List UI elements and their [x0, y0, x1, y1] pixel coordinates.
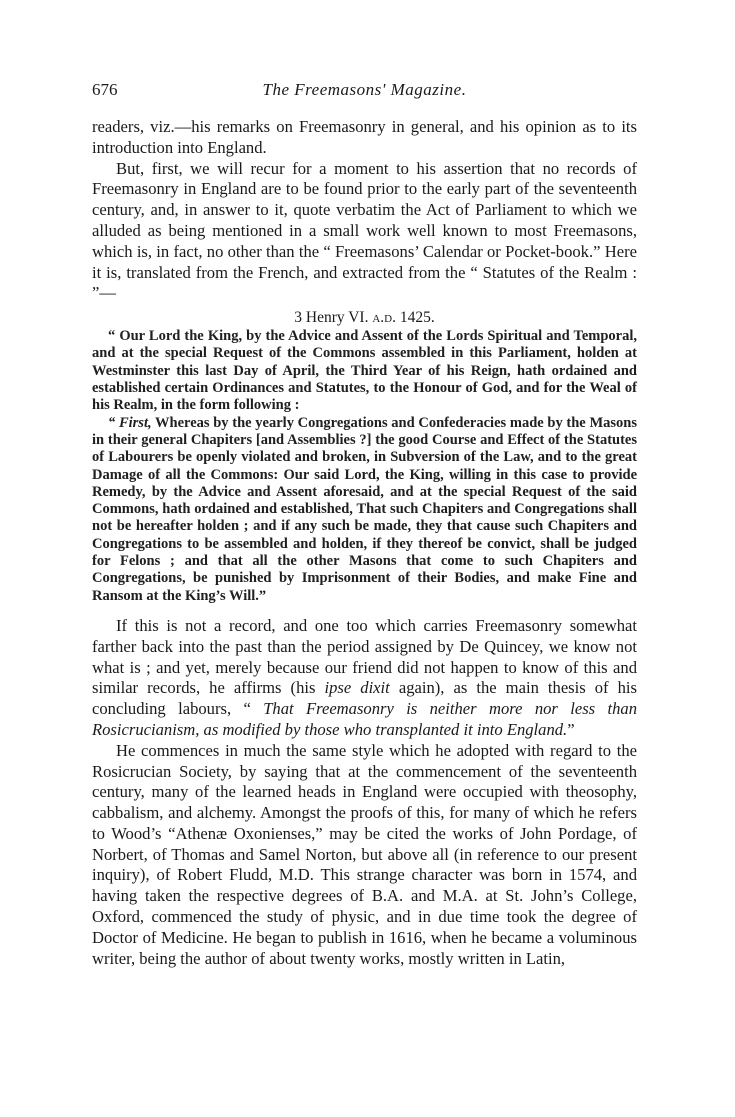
paragraph-3-ipse-dixit: ipse dixit	[324, 678, 390, 698]
paragraph-3-part-a: If this is not a record, and one too which carries Freemasonry somewhat farther back into the past than the period assigned by De Quincey, we know not what is ; and yet, merely because our friend did not happen to know of this and similar records, he affirms (his	[92, 615, 637, 698]
article-body	[92, 117, 637, 969]
statute-quote-preamble: “ Our Lord the King, by the Advice and Assent of the Lords Spiritual and Temporal, and at the special Request of the Commons assembled in this Parliament, holden at Westminster this last Day of April, the Third Year of his Reign, hath ordained and established certain Ordinances and Statutes, to the Honour of God, and for the Weal of his Realm, in the form following :	[92, 328, 637, 414]
statute-quote-first	[92, 415, 637, 605]
running-title: The Freemasons' Magazine.	[262, 80, 467, 99]
paragraph-3-part-b: again), as the main thesis of his concluding labours, “	[92, 678, 637, 719]
paragraph-3-part-c: ”	[567, 719, 575, 739]
paragraph-3	[92, 616, 637, 741]
paragraph-3-thesis-quote: That Freemasonry is neither more nor less than Rosicrucianism, as modified by those who transplanted it into England.	[92, 699, 637, 739]
statute-heading	[92, 309, 637, 327]
section-gap	[92, 605, 637, 616]
statute-title-year: 1425.	[395, 309, 435, 327]
statute-title-reign: 3 Henry VI.	[294, 309, 373, 327]
paragraph-4: He commences in much the same style which he adopted with regard to the Rosicrucian Society, by saying that at the commencement of the seventeenth century, many of the learned heads in England were occupied with theosophy, cabbalism, and alchemy. Amongst the proofs of this, for many of which he refers to Wood’s “Athenæ Oxonienses,” may be cited the works of John Pordage, of Norbert, of Thomas and Samel Norton, but above all (in reference to our present inquiry), of Robert Fludd, M.D. This strange character was born in 1574, and having taken the respective degrees of B.A. and M.A. at St. John’s College, Oxford, commenced the study of physic, and in due time took the degree of Doctor of Medicine. He began to publish in 1616, when he became a voluminous writer, being the author of about twenty works, mostly written in Latin,	[92, 740, 637, 968]
paragraph-1: readers, viz.—his remarks on Freemasonry in general, and his opinion as to its introduction into England.	[92, 117, 637, 157]
paragraph-2: But, first, we will recur for a moment to his assertion that no records of Freemasonry in England are to be found prior to the early part of the seventeenth century, and, in answer to it, quote verbatim the Act of Parliament to which we alluded as being mentioned in a small work well known to most Freemasons, which is, in fact, no other than the “ Freemasons’ Calendar or Pocket-book.” Here it is, translated from the French, and extracted from the “ Statutes of the Realm : ”—	[92, 158, 637, 303]
statute-quote-first-lead: “ First,	[108, 414, 152, 431]
page-header	[92, 80, 637, 102]
statute-quote-first-body: Whereas by the yearly Congregations and Confederacies made by the Masons in their general Chapiters [and Assemblies ?] the good Course and Effect of the Statutes of Labourers be openly violated and broken, in Subversion of the Law, and to the great Damage of all the Commons: Our said Lord, the King, willing in this case to provide Remedy, by the Advice and Assent aforesaid, and at the special Request of the said Commons, hath ordained and established, That such Chapiters and Congregations shall not be hereafter holden ; and if any such be made, they that cause such Chapiters and Congregations to be assembled and holden, if they thereof be convict, shall be judged for Felons ; and that all the other Masons that come to such Chapiters and Congregations, be punished by Imprisonment of their Bodies, and make Fine and Ransom at the King’s Will.”	[92, 414, 637, 604]
page-number: 676	[92, 80, 118, 99]
statute-title-ad: a.d.	[372, 309, 396, 327]
